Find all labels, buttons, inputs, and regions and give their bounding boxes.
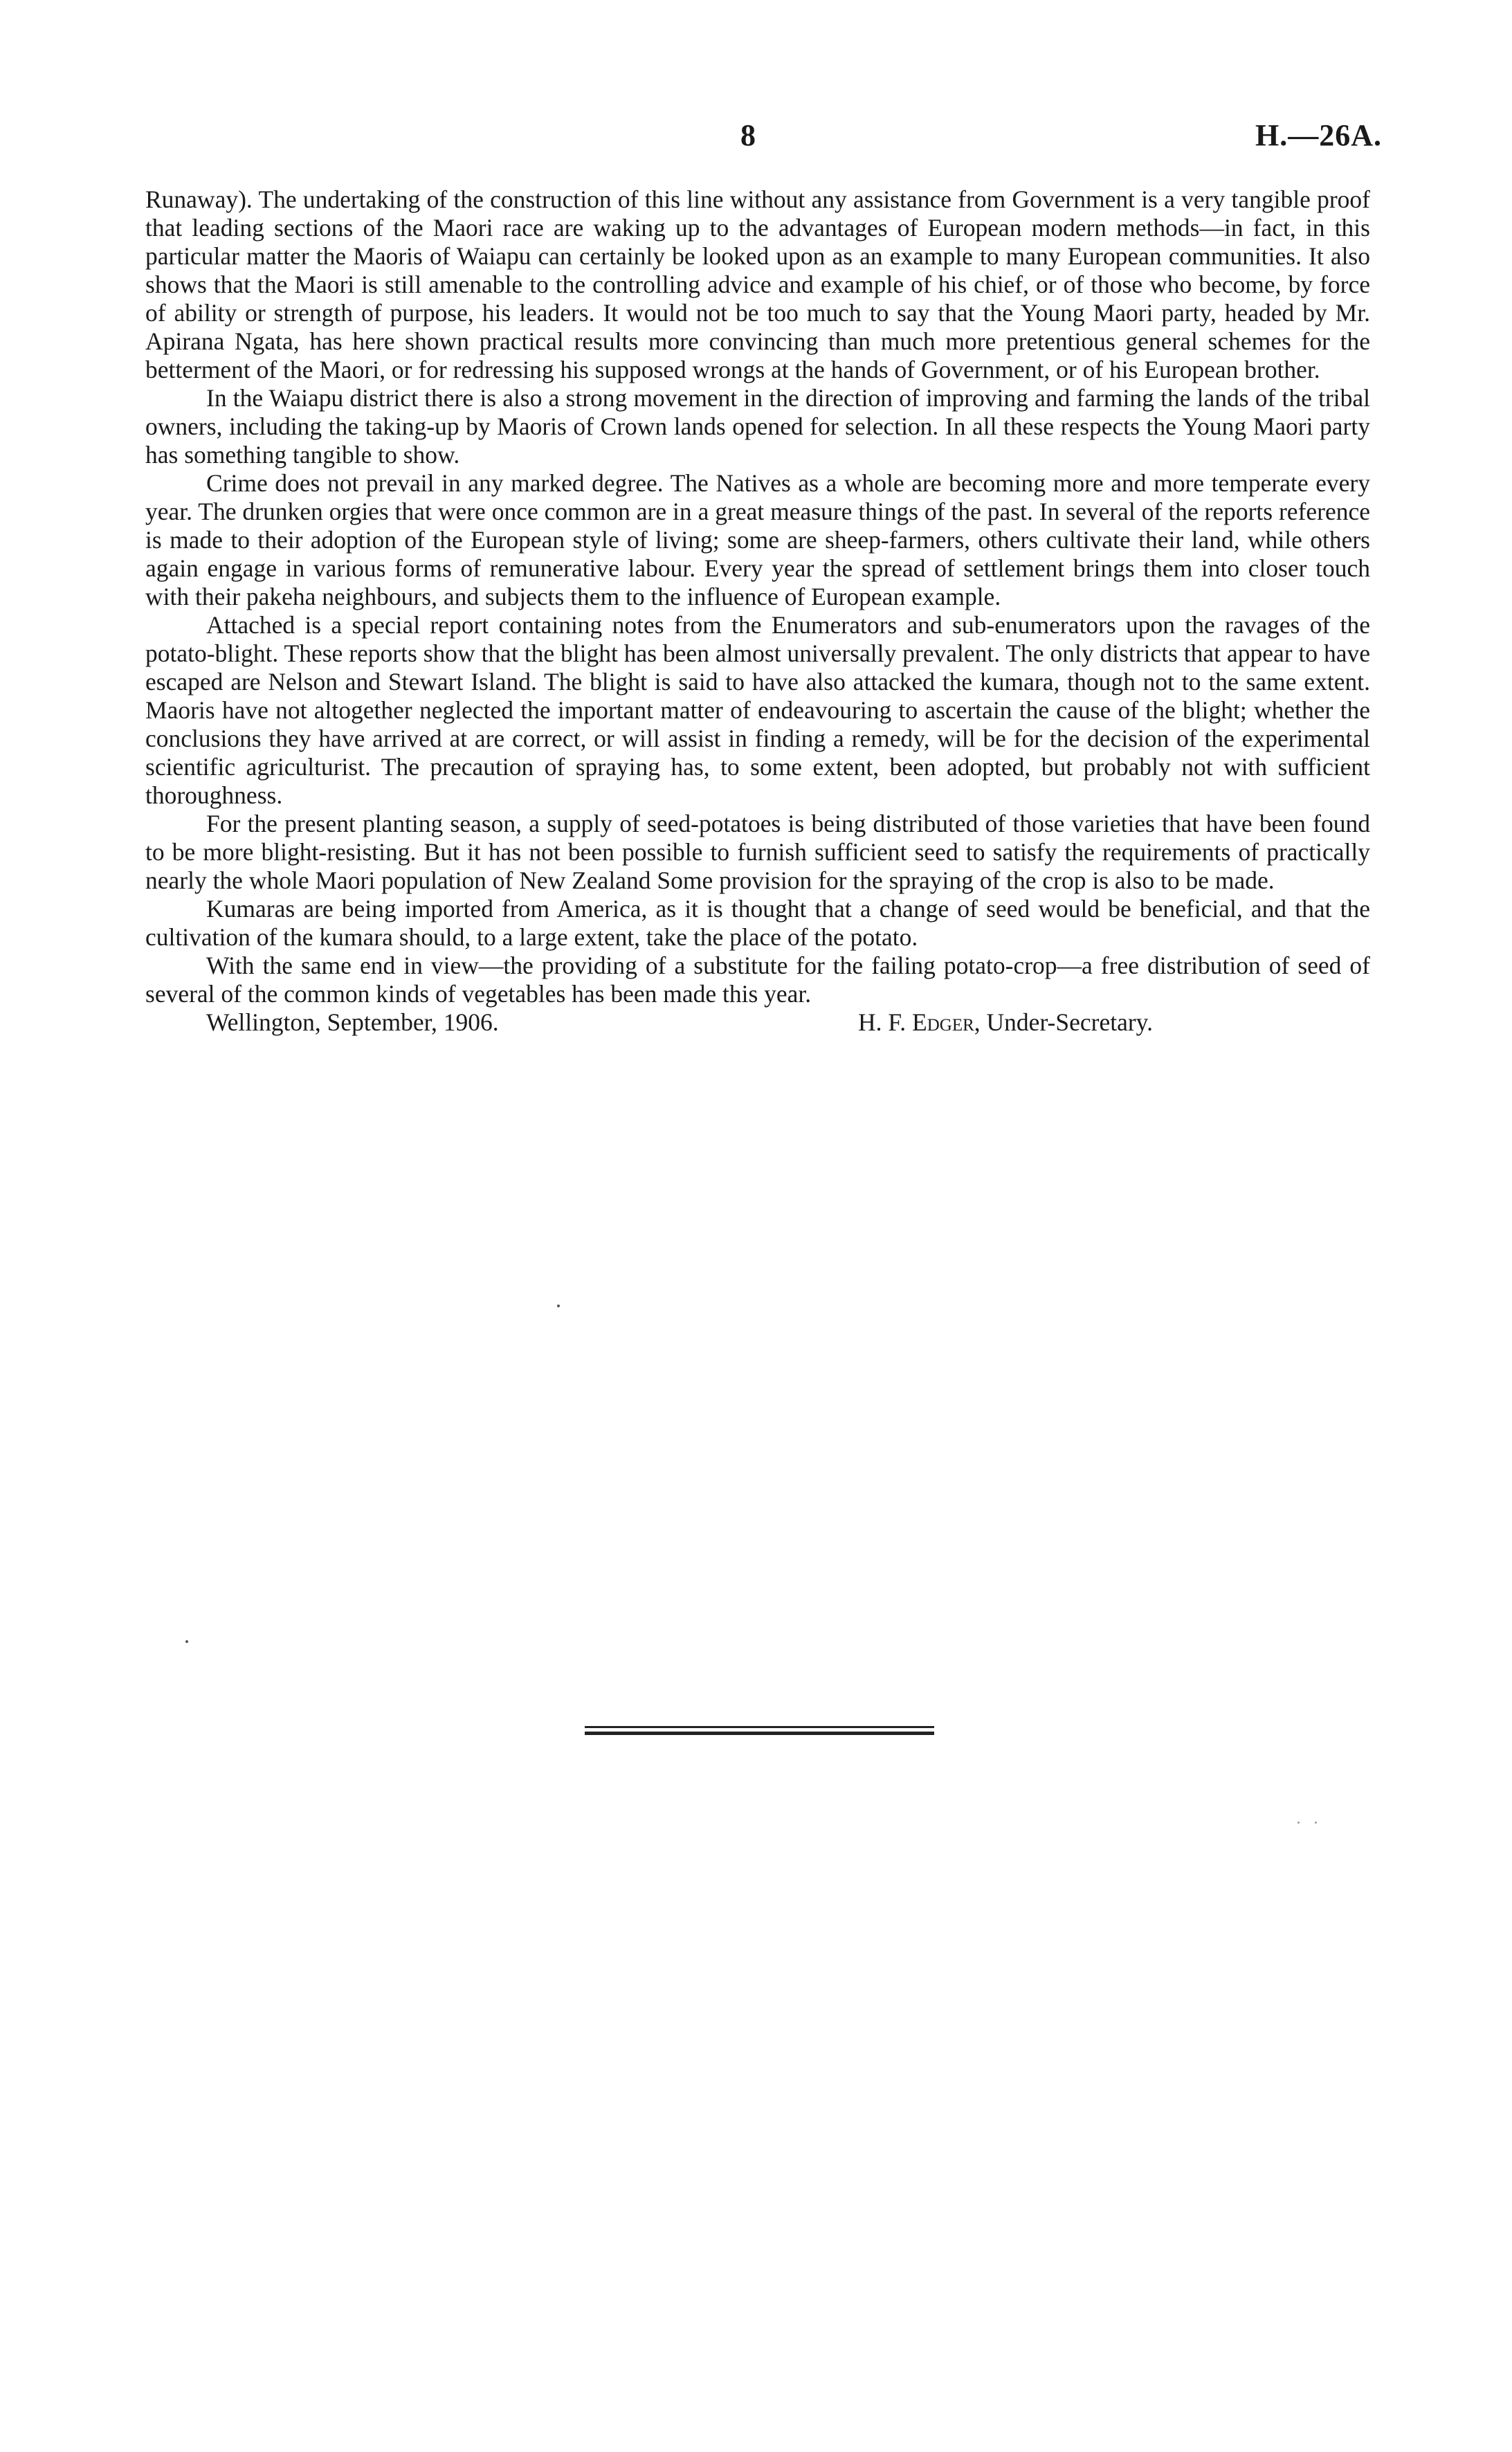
paragraph-vegetables: With the same end in view—the providing of a substitute for the failing potato-crop—a free distribution of seed of several of the common kinds of vegetables has been made this year. xyxy=(145,952,1370,1008)
scan-speck xyxy=(1297,1822,1300,1824)
signatory-title: , Under-Secretary. xyxy=(974,1008,1153,1036)
signatory-initials: H. F. xyxy=(858,1008,907,1036)
paragraph-crime: Crime does not prevail in any marked degree. The Natives as a whole are becoming more and more temperate every year. The drunken orgies that were once common are in a great measure things of the past. In several of the reports reference is made to their adoption of the European style of living; some are sheep-farmers, others cultivate their land, while others again engage in various forms of remunerative labour. Every year the spread of settlement brings them into closer touch with their pakeha neighbours, and subjects them to the influence of European example. xyxy=(145,469,1370,610)
signature-line xyxy=(145,1008,1370,1037)
paragraph-kumaras: Kumaras are being imported from America, as it is thought that a change of seed would be beneficial, and that the cultivation of the kumara should, to a large extent, take the place of the potato. xyxy=(145,895,1370,951)
place-date: Wellington, September, 1906. xyxy=(206,1008,499,1036)
document-reference: H.—26A. xyxy=(1255,118,1382,152)
end-rule-thick-line xyxy=(585,1732,934,1735)
scan-speck xyxy=(185,1640,188,1643)
page-number: 8 xyxy=(740,118,756,152)
paragraph-potato-blight: Attached is a special report containing notes from the Enumerators and sub-enumerators upon the ravages of the potato-blight. These reports show that the blight has been almost universally prevalent. The only districts that appear to have escaped are Nelson and Stewart Island. The blight is said to have also attacked the kumara, though not to the same extent. Maoris have not altogether neglected the important matter of endeavouring to ascertain the cause of the blight; whether the conclusions they have arrived at are correct, or will assist in finding a remedy, will be for the decision of the experimental scientific agriculturist. The precaution of spraying has, to some extent, been adopted, but probably not with sufficient thoroughness. xyxy=(145,611,1370,809)
paragraph-seed-potatoes: For the present planting season, a supply of seed-potatoes is being distributed of those varieties that have been found to be more blight-resisting. But it has not been possible to furnish sufficient seed to satisfy the requirements of practically nearly the whole Maori population of New Zealand Some provision for the spraying of the crop is also to be made. xyxy=(145,810,1370,894)
signatory xyxy=(858,1008,1153,1037)
end-rule-thin-line xyxy=(585,1726,934,1728)
signatory-surname: Edger xyxy=(912,1008,974,1036)
scan-speck xyxy=(1315,1822,1317,1824)
paragraph-waiapu-district: In the Waiapu district there is also a strong movement in the direction of improving and farming the lands of the tribal owners, including the taking-up by Maoris of Crown lands opened for selection. In all these respects the Young Maori party has something tangible to show. xyxy=(145,384,1370,469)
scan-speck xyxy=(557,1305,560,1307)
end-rule xyxy=(585,1726,934,1736)
paragraph-runaway: Runaway). The undertaking of the construction of this line without any assistance from Government is a very tangible proof that leading sections of the Maori race are waking up to the advantages of European modern methods—in fact, in this particular matter the Maoris of Waiapu can certainly be looked upon as an example to many European communities. It also shows that the Maori is still amenable to the controlling advice and example of his chief, or of those who become, by force of ability or strength of purpose, his leaders. It would not be too much to say that the Young Maori party, headed by Mr. Apirana Ngata, has here shown practical results more convincing than much more pretentious general schemes for the betterment of the Maori, or for redressing his supposed wrongs at the hands of Government, or of his European brother. xyxy=(145,185,1370,383)
body-text xyxy=(145,185,1370,1037)
